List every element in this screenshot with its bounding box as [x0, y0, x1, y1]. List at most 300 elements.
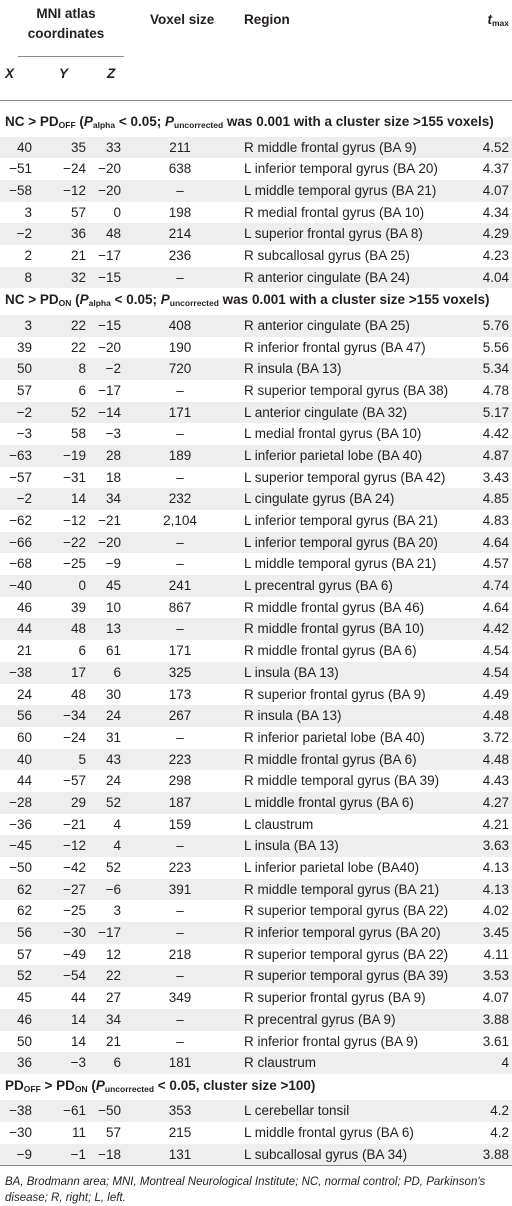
y-cell: −61	[63, 1103, 86, 1119]
mni-underline	[18, 56, 124, 57]
x-cell: 44	[16, 773, 32, 789]
tmax-header	[487, 12, 509, 28]
x-cell: 40	[16, 751, 32, 767]
z-cell: −50	[98, 1103, 121, 1119]
tmax-cell: 3.72	[482, 729, 509, 745]
region-cell: R anterior cingulate (BA 24)	[244, 269, 410, 285]
voxel-cell: 159	[168, 816, 192, 832]
voxel-header: Voxel size	[150, 12, 215, 27]
x-cell: 52	[16, 968, 32, 984]
region-cell: R superior frontal gyrus (BA 9)	[244, 990, 426, 1006]
mni-header	[26, 4, 106, 44]
x-cell: 44	[16, 621, 32, 637]
tmax-cell: 4.2	[490, 1103, 509, 1119]
mni-header-line2: coordinates	[27, 26, 105, 41]
x-cell: 57	[16, 946, 32, 962]
table-row	[0, 879, 512, 901]
table-row	[0, 705, 512, 727]
y-cell: −42	[63, 860, 86, 875]
table-row	[0, 857, 512, 879]
y-cell: −12	[63, 513, 86, 528]
region-cell: L middle frontal gyrus (BA 6)	[244, 1125, 414, 1141]
tmax-cell: 4.64	[482, 599, 509, 615]
tmax-cell: 4.74	[482, 578, 509, 594]
y-cell: −25	[63, 903, 86, 919]
z-cell: 4	[113, 816, 121, 832]
region-cell: L cingulate gyrus (BA 24)	[244, 491, 395, 507]
z-cell: 33	[105, 139, 121, 155]
z-cell: 31	[105, 729, 121, 745]
z-cell: 57	[105, 1125, 121, 1141]
z-cell: −15	[98, 269, 121, 285]
tmax-cell: 4.13	[482, 881, 509, 897]
z-cell: −20	[98, 339, 121, 355]
table-row	[0, 488, 512, 510]
table-row	[0, 423, 512, 445]
y-cell: 14	[70, 1011, 86, 1027]
tmax-cell: 4.54	[482, 664, 509, 680]
x-cell: 60	[16, 729, 32, 745]
table-row	[0, 1122, 512, 1144]
table-row	[0, 158, 512, 180]
z-cell: −17	[98, 247, 121, 263]
x-cell: 2	[24, 247, 32, 263]
tmax-cell: 4.07	[482, 990, 509, 1006]
voxel-cell: –	[176, 182, 184, 198]
z-cell: −15	[98, 317, 121, 333]
y-cell: −12	[63, 838, 86, 854]
z-cell: 13	[105, 621, 121, 637]
footnote: BA, Brodmann area; MNI, Montreal Neurological Institute; NC, normal control; PD, Parkinson's disease; R, right; L, left.	[5, 1176, 486, 1205]
region-cell: L medial frontal gyrus (BA 10)	[244, 426, 422, 442]
z-cell: 52	[105, 860, 121, 875]
region-cell: L inferior temporal gyrus (BA 20)	[244, 161, 438, 177]
y-cell: 22	[70, 339, 86, 355]
voxel-cell: 236	[168, 247, 192, 263]
z-cell: −14	[98, 404, 121, 420]
voxel-cell: 720	[168, 361, 192, 377]
x-cell: −9	[16, 1146, 32, 1162]
y-cell: 11	[71, 1125, 86, 1141]
y-cell: 44	[70, 990, 86, 1006]
y-cell: 17	[70, 664, 86, 680]
y-cell: −24	[63, 729, 86, 745]
table-row	[0, 553, 512, 575]
table-row	[0, 1100, 512, 1122]
tmax-cell: 4.07	[482, 182, 509, 198]
x-cell: −50	[9, 860, 32, 875]
x-cell: −38	[9, 1103, 32, 1119]
y-cell: 14	[70, 491, 86, 507]
region-cell: R middle frontal gyrus (BA 10)	[244, 621, 425, 637]
y-cell: 0	[78, 578, 86, 594]
region-cell: R inferior parietal lobe (BA 40)	[244, 729, 425, 745]
voxel-cell: 171	[168, 643, 192, 659]
voxel-cell: –	[176, 838, 184, 854]
region-cell: R inferior frontal gyrus (BA 47)	[244, 339, 426, 355]
y-cell: 36	[70, 226, 86, 242]
y-cell: 29	[70, 794, 86, 810]
x-cell: −68	[9, 556, 32, 572]
table-row	[0, 380, 512, 402]
table-row	[0, 900, 512, 922]
z-cell: 22	[105, 968, 121, 984]
voxel-cell: –	[176, 426, 184, 442]
y-cell: 21	[70, 247, 86, 263]
x-cell: 46	[16, 1011, 32, 1027]
region-cell: L insula (BA 13)	[244, 664, 339, 680]
z-cell: 4	[113, 838, 121, 854]
tmax-cell: 4.21	[482, 816, 509, 832]
z-cell: 52	[105, 794, 121, 810]
tmax-header-sub: max	[491, 18, 509, 28]
region-cell: L inferior parietal lobe (BA40)	[244, 860, 420, 875]
tmax-cell: 4.29	[482, 226, 509, 242]
z-cell: −20	[98, 161, 121, 177]
table-row	[0, 749, 512, 771]
x-cell: −38	[9, 664, 32, 680]
table-row	[0, 510, 512, 532]
tmax-cell: 4.83	[482, 513, 509, 528]
tmax-cell: 3.61	[482, 1033, 509, 1049]
region-cell: R middle temporal gyrus (BA 21)	[244, 881, 440, 897]
table-row	[0, 202, 512, 224]
tmax-cell: 3.45	[482, 925, 509, 941]
z-cell: 10	[105, 599, 121, 615]
table-row	[0, 597, 512, 619]
z-cell: 12	[105, 946, 121, 962]
tmax-cell: 5.34	[482, 361, 509, 377]
table-row	[0, 684, 512, 706]
region-cell: L subcallosal gyrus (BA 34)	[244, 1146, 408, 1162]
region-cell: L claustrum	[244, 816, 314, 832]
voxel-cell: –	[176, 269, 184, 285]
table-row	[0, 532, 512, 554]
voxel-cell: 267	[168, 708, 192, 724]
y-cell: −31	[63, 469, 86, 485]
region-cell: R inferior frontal gyrus (BA 9)	[244, 1033, 419, 1049]
z-header: Z	[107, 66, 116, 81]
region-cell: R medial frontal gyrus (BA 10)	[244, 204, 425, 220]
voxel-cell: 298	[168, 773, 192, 789]
z-cell: 28	[105, 447, 121, 463]
table-row	[0, 1144, 512, 1166]
table-row	[0, 987, 512, 1009]
y-cell: 58	[70, 426, 86, 442]
table-row	[0, 662, 512, 684]
region-cell: R superior temporal gyrus (BA 22)	[244, 903, 449, 919]
region-cell: R insula (BA 13)	[244, 708, 342, 724]
z-cell: −20	[98, 182, 121, 198]
region-cell: R subcallosal gyrus (BA 25)	[244, 247, 410, 263]
z-cell: 24	[105, 708, 121, 724]
voxel-cell: –	[176, 1011, 184, 1027]
y-cell: 52	[70, 404, 86, 420]
voxel-cell: 223	[168, 751, 192, 767]
x-cell: −57	[9, 469, 32, 485]
voxel-cell: 638	[168, 161, 192, 177]
x-cell: 62	[16, 903, 32, 919]
x-cell: −2	[16, 404, 32, 420]
x-cell: −3	[16, 426, 32, 442]
region-cell: L superior frontal gyrus (BA 8)	[244, 226, 423, 242]
y-cell: −54	[63, 968, 86, 984]
tmax-cell: 4.02	[482, 903, 509, 919]
x-cell: 3	[24, 317, 32, 333]
y-cell: −3	[70, 1055, 86, 1071]
tmax-cell: 4.49	[482, 686, 509, 702]
voxel-cell: 190	[168, 339, 192, 355]
region-cell: R middle frontal gyrus (BA 9)	[244, 139, 417, 155]
table-row	[0, 467, 512, 489]
z-cell: −9	[105, 556, 121, 572]
voxel-cell: 391	[168, 881, 192, 897]
table-row	[0, 835, 512, 857]
y-cell: 6	[78, 382, 86, 398]
table-row	[0, 618, 512, 640]
z-cell: −21	[98, 513, 121, 528]
y-cell: 14	[70, 1033, 86, 1049]
x-cell: 39	[16, 339, 32, 355]
table-row	[0, 792, 512, 814]
voxel-cell: 181	[168, 1055, 192, 1071]
z-cell: −2	[105, 361, 121, 377]
z-cell: 48	[105, 226, 121, 242]
region-cell: L anterior cingulate (BA 32)	[244, 404, 408, 420]
z-cell: −20	[98, 534, 121, 550]
region-header: Region	[244, 12, 290, 27]
tmax-cell: 4.48	[482, 708, 509, 724]
tmax-cell: 4.23	[482, 247, 509, 263]
voxel-cell: 349	[168, 990, 192, 1006]
z-cell: 34	[105, 491, 121, 507]
z-cell: −17	[98, 382, 121, 398]
y-cell: 35	[70, 139, 86, 155]
y-cell: −24	[63, 161, 86, 177]
y-header: Y	[59, 66, 69, 81]
x-cell: 56	[16, 708, 32, 724]
region-cell: L inferior temporal gyrus (BA 21)	[244, 513, 438, 528]
tmax-header-main: t	[487, 12, 492, 27]
voxel-cell: 408	[168, 317, 192, 333]
x-cell: −2	[16, 226, 32, 242]
tmax-cell: 4.54	[482, 643, 509, 659]
y-cell: −12	[63, 182, 86, 198]
voxel-cell: –	[176, 968, 184, 984]
voxel-cell: –	[176, 382, 184, 398]
z-cell: 34	[105, 1011, 121, 1027]
tmax-cell: 4.11	[483, 946, 509, 962]
y-cell: 8	[78, 361, 86, 377]
y-cell: −21	[63, 816, 86, 832]
table-row	[0, 814, 512, 836]
tmax-cell: 4.34	[482, 204, 509, 220]
voxel-cell: 241	[168, 578, 192, 594]
tmax-cell: 4.37	[482, 161, 509, 177]
table-row	[0, 727, 512, 749]
table-row	[0, 575, 512, 597]
region-cell: L middle temporal gyrus (BA 21)	[244, 556, 437, 572]
z-cell: 0	[113, 204, 121, 220]
table-body	[0, 101, 512, 1165]
x-cell: −63	[9, 447, 32, 463]
voxel-cell: 131	[168, 1146, 192, 1162]
z-cell: 21	[105, 1033, 121, 1049]
x-cell: −30	[9, 1125, 32, 1141]
y-cell: −19	[63, 447, 86, 463]
x-cell: 40	[16, 139, 32, 155]
tmax-cell: 4	[501, 1055, 509, 1071]
voxel-cell: 232	[168, 491, 192, 507]
voxel-cell: 198	[168, 204, 192, 220]
voxel-cell: –	[176, 1033, 184, 1049]
x-cell: −2	[16, 491, 32, 507]
region-cell: L superior temporal gyrus (BA 42)	[244, 469, 446, 485]
x-cell: 50	[16, 361, 32, 377]
table-row	[0, 245, 512, 267]
y-cell: 48	[70, 621, 86, 637]
tmax-cell: 4.85	[482, 491, 509, 507]
region-cell: L cerebellar tonsil	[244, 1103, 350, 1119]
voxel-cell: 187	[168, 794, 192, 810]
table-row	[0, 1052, 512, 1074]
z-cell: −18	[98, 1146, 121, 1162]
x-cell: 45	[16, 990, 32, 1006]
y-cell: −34	[63, 708, 86, 724]
tmax-cell: 4.27	[482, 794, 509, 810]
z-cell: −17	[98, 925, 121, 941]
voxel-cell: –	[176, 556, 184, 572]
tmax-cell: 4.48	[482, 751, 509, 767]
section-title: $PD_{OFF} > PD_{ON}$ ($P_{uncorrected} < 0.05$, cluster size >100)	[5, 1077, 316, 1094]
table-row	[0, 358, 512, 380]
table-row	[0, 337, 512, 359]
table-row	[0, 223, 512, 245]
x-cell: −62	[9, 513, 32, 528]
tmax-cell: 3.88	[482, 1011, 509, 1027]
x-cell: −28	[9, 794, 32, 810]
z-cell: 6	[113, 1055, 121, 1071]
region-cell: R anterior cingulate (BA 25)	[244, 317, 410, 333]
voxel-cell: 215	[168, 1125, 192, 1141]
voxel-cell: 353	[168, 1103, 192, 1119]
y-cell: 5	[78, 751, 86, 767]
region-cell: R claustrum	[244, 1055, 317, 1071]
tmax-cell: 3.63	[482, 838, 509, 854]
y-cell: −57	[63, 773, 86, 789]
table-row	[0, 770, 512, 792]
y-cell: −27	[63, 881, 86, 897]
voxel-cell: –	[176, 469, 184, 485]
region-cell: R insula (BA 13)	[244, 361, 342, 377]
tmax-cell: 4.43	[482, 773, 509, 789]
x-cell: 21	[16, 643, 32, 659]
tmax-cell: 4.04	[482, 269, 509, 285]
voxel-cell: 325	[168, 664, 192, 680]
region-cell: R superior frontal gyrus (BA 9)	[244, 686, 426, 702]
table-row	[0, 445, 512, 467]
x-cell: 24	[16, 686, 32, 702]
x-cell: 56	[16, 925, 32, 941]
y-cell: 6	[78, 643, 86, 659]
y-cell: −30	[63, 925, 86, 941]
y-cell: −22	[63, 534, 86, 550]
table-row	[0, 965, 512, 987]
table-row	[0, 180, 512, 202]
x-cell: 62	[16, 881, 32, 897]
y-cell: 39	[70, 599, 86, 615]
region-cell: R precentral gyrus (BA 9)	[244, 1011, 396, 1027]
region-cell: R inferior temporal gyrus (BA 20)	[244, 925, 441, 941]
voxel-cell: 218	[168, 946, 192, 962]
table-row	[0, 640, 512, 662]
tmax-cell: 4.2	[490, 1125, 509, 1141]
tmax-cell: 4.57	[482, 556, 509, 572]
tmax-cell: 4.87	[482, 447, 509, 463]
tmax-cell: 4.13	[482, 860, 509, 875]
region-cell: R middle frontal gyrus (BA 46)	[244, 599, 425, 615]
voxel-cell: 867	[168, 599, 192, 615]
x-cell: −58	[9, 182, 32, 198]
z-cell: 6	[113, 664, 121, 680]
x-cell: 3	[24, 204, 32, 220]
table-row	[0, 1031, 512, 1053]
tmax-cell: 5.56	[482, 339, 509, 355]
section-title: NC > $PD_{OFF}$ ($P_{alpha} < 0.05$; $P_{uncorrected}$ was 0.001 with a cluster size >155 voxels)	[5, 114, 494, 130]
voxel-cell: –	[176, 903, 184, 919]
z-cell: 61	[105, 643, 121, 659]
region-cell: L insula (BA 13)	[244, 838, 339, 854]
voxel-cell: 214	[168, 226, 192, 242]
table-row	[0, 402, 512, 424]
voxel-cell: 171	[168, 404, 192, 420]
tmax-cell: 4.78	[482, 382, 509, 398]
x-cell: 36	[16, 1055, 32, 1071]
mni-header-line1: MNI atlas	[36, 6, 96, 21]
tmax-cell: 4.64	[482, 534, 509, 550]
region-cell: L precentral gyrus (BA 6)	[244, 578, 393, 594]
z-cell: 45	[105, 578, 121, 594]
tmax-cell: 4.42	[482, 621, 509, 637]
table-row	[0, 922, 512, 944]
x-cell: −40	[9, 578, 32, 594]
table-header	[0, 0, 512, 100]
x-cell: 57	[16, 382, 32, 398]
y-cell: 22	[70, 317, 86, 333]
x-cell: 50	[16, 1033, 32, 1049]
x-cell: −66	[9, 534, 32, 550]
z-cell: 43	[105, 751, 121, 767]
z-cell: −3	[105, 426, 121, 442]
region-cell: L inferior temporal gyrus (BA 20)	[244, 534, 438, 550]
y-cell: 48	[70, 686, 86, 702]
voxel-cell: 211	[169, 139, 191, 155]
table-row	[0, 944, 512, 966]
region-cell: R superior temporal gyrus (BA 38)	[244, 382, 449, 398]
x-cell: −36	[9, 816, 32, 832]
tmax-cell: 4.52	[482, 139, 509, 155]
voxel-cell: –	[176, 729, 184, 745]
voxel-cell: 2,104	[163, 513, 197, 528]
table-row	[0, 267, 512, 289]
region-cell: R superior temporal gyrus (BA 39)	[244, 968, 449, 984]
voxel-cell: 223	[168, 860, 192, 875]
tmax-cell: 3.53	[482, 968, 509, 984]
y-cell: 57	[70, 204, 86, 220]
x-cell: 46	[16, 599, 32, 615]
y-cell: 32	[70, 269, 86, 285]
y-cell: −25	[63, 556, 86, 572]
